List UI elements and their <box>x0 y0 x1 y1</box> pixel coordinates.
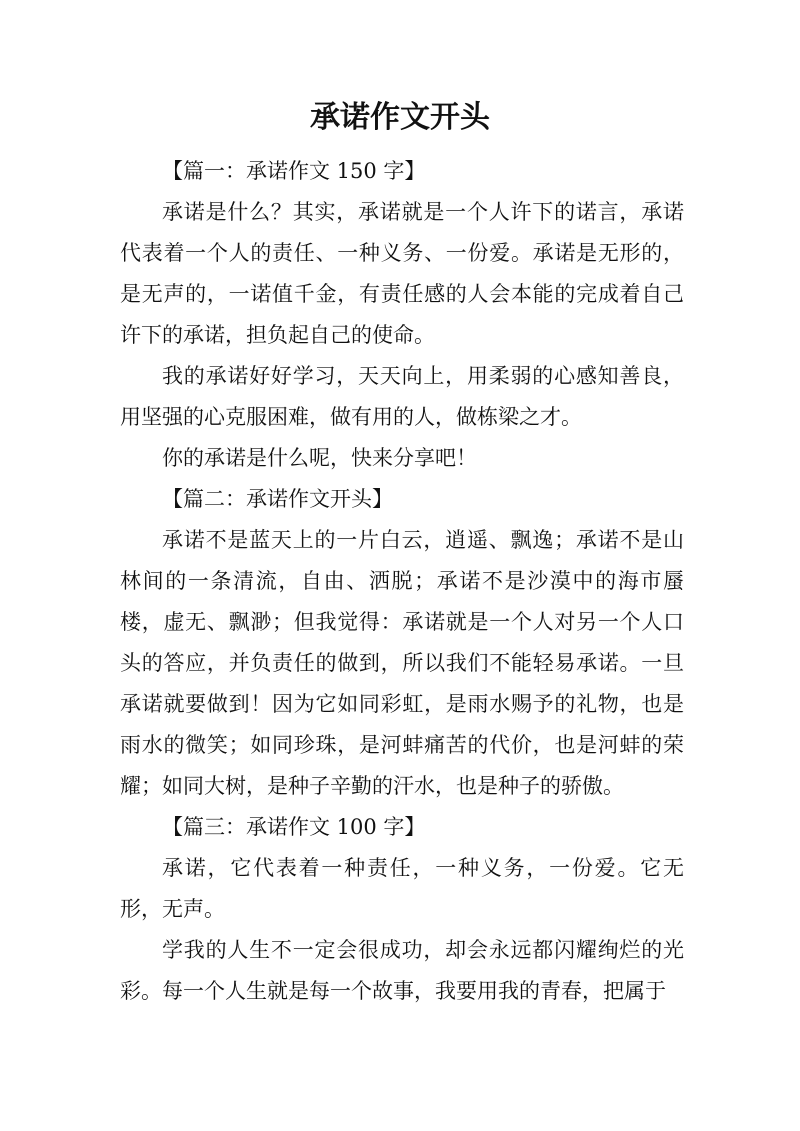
section-heading-3: 【篇三：承诺作文 100 字】 <box>162 815 426 839</box>
section-heading-2: 【篇二：承诺作文开头】 <box>162 487 393 511</box>
paragraph: 承诺不是蓝天上的一片白云，逍遥、飘逸；承诺不是山林间的一条清流，自由、洒脱；承诺不是沙漠中的海市蜃楼，虚无、飘渺；但我觉得：承诺就是一个人对另一个人口头的答应，并负责任的做到，所以我们不能轻易承诺。一旦承诺就要做到！因为它如同彩虹，是雨水赐予的礼物，也是雨水的微笑；如同珍珠，是河蚌痛苦的代价，也是河蚌的荣耀；如同大树，是种子辛勤的汗水，也是种子的骄傲。 <box>120 528 684 798</box>
paragraph: 我的承诺好好学习，天天向上，用柔弱的心感知善良，用坚强的心克服困难，做有用的人，做栋梁之才。 <box>120 364 684 429</box>
paragraph: 承诺，它代表着一种责任，一种义务，一份爱。它无形，无声。 <box>120 856 684 921</box>
paragraph: 学我的人生不一定会很成功，却会永远都闪耀绚烂的光彩。每一个人生就是每一个故事，我要用我的青春，把属于 <box>120 938 684 1003</box>
document-body <box>120 151 684 1012</box>
page-title: 承诺作文开头 <box>310 100 490 135</box>
paragraph: 你的承诺是什么呢，快来分享吧！ <box>162 446 477 470</box>
paragraph: 承诺是什么？其实，承诺就是一个人许下的诺言，承诺代表着一个人的责任、一种义务、一份爱。承诺是无形的，是无声的，一诺值千金，有责任感的人会本能的完成着自己许下的承诺，担负起自己的使命。 <box>120 200 684 347</box>
section-heading-1: 【篇一：承诺作文 150 字】 <box>162 159 426 183</box>
